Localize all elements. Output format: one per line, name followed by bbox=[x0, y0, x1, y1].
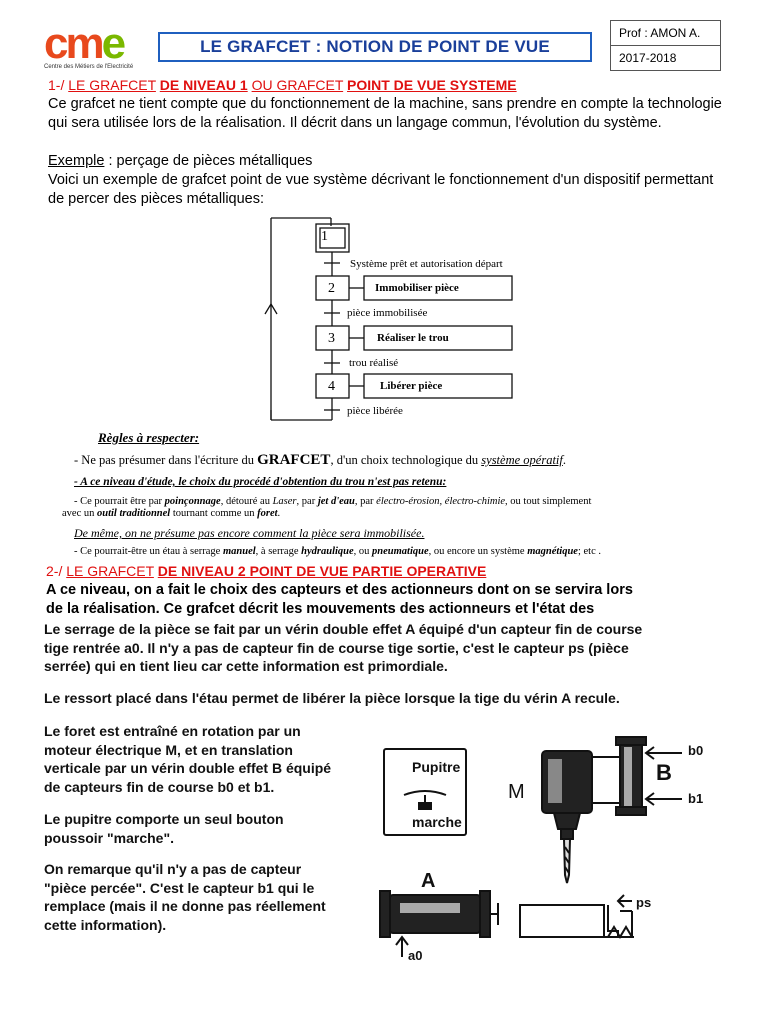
rule-3-line2-c: tournant comme un bbox=[170, 508, 258, 519]
rule-3-line2-d: foret bbox=[257, 508, 278, 519]
rule-3-line2-a: avec un bbox=[62, 508, 97, 519]
transition-3-label: trou réalisé bbox=[349, 357, 399, 369]
example-text: : perçage de pièces métalliques bbox=[104, 153, 313, 169]
page-title-box bbox=[158, 32, 592, 62]
rule-1-a: - Ne pas présumer dans l'écriture du bbox=[74, 453, 258, 467]
grafcet-diagram bbox=[40, 210, 740, 430]
rules-heading: Règles à respecter: bbox=[98, 430, 200, 445]
hand-p4-line2: poussoir "marche". bbox=[44, 829, 174, 846]
hand-p3-line1: Le foret est entraîné en rotation par un bbox=[44, 723, 301, 739]
rule-5-c: , à serrage bbox=[255, 546, 302, 557]
page-title: LE GRAFCET : NOTION DE POINT DE VUE bbox=[200, 37, 550, 56]
hand-p1-line2: tige rentrée a0. Il n'y a pas de capteur fin de course tige sortie, c'est le capteur ps (pièce bbox=[44, 639, 629, 656]
rule-5-e: , ou bbox=[353, 546, 373, 557]
transition-2-label: pièce immobilisée bbox=[347, 307, 428, 319]
rule-3-h: électro-érosion, électro-chimie bbox=[376, 496, 506, 507]
section1-paragraph: Ce grafcet ne tient compte que du fonctionnement de la machine, sans prendre en compte la technologie qui sera utilisée lors de la réalisation. Il décrit dans un langage commun, l'évolution du système. bbox=[48, 96, 722, 131]
section2-line2: de la réalisation. Ce grafcet décrit les mouvements des actionneurs et l'état des bbox=[46, 601, 595, 617]
example-label: Exemple bbox=[48, 153, 105, 169]
step-4-number: 4 bbox=[328, 379, 335, 394]
step-3-number: 3 bbox=[328, 331, 335, 346]
rule-5-b: manuel bbox=[222, 546, 256, 557]
section2-heading bbox=[46, 563, 486, 579]
marche-label: marche bbox=[412, 814, 462, 830]
rule-3-a: - Ce pourrait être par bbox=[74, 496, 165, 507]
rule-3-line2-b: outil traditionnel bbox=[96, 508, 171, 519]
rule-3-f: jet d'eau bbox=[317, 496, 355, 507]
rule-3-e: , par bbox=[296, 496, 318, 507]
sensor-b1-label: b1 bbox=[688, 791, 704, 806]
sensor-ps-label: ps bbox=[636, 895, 652, 910]
step-3-action: Réaliser le trou bbox=[377, 332, 449, 344]
hand-p3-line2: moteur électrique M, et en translation bbox=[44, 741, 293, 758]
hand-p5-line1: On remarque qu'il n'y a pas de capteur bbox=[44, 861, 302, 877]
sensor-b0-label: b0 bbox=[688, 743, 704, 758]
hand-paragraph-1 bbox=[44, 620, 724, 676]
rule-3-line2-e: . bbox=[277, 508, 281, 519]
prof-info-table bbox=[610, 20, 721, 71]
cylinder-a bbox=[390, 895, 480, 933]
pupitre-label: Pupitre bbox=[412, 759, 461, 775]
rule-2: - A ce niveau d'étude, le choix du procédé d'obtention du trou n'est pas retenu: bbox=[74, 476, 447, 488]
rule-1-e: . bbox=[562, 453, 566, 467]
step-4-action: Libérer pièce bbox=[380, 380, 443, 392]
motor-label: M bbox=[508, 781, 525, 803]
hand-p4-line1: Le pupitre comporte un seul bouton bbox=[44, 811, 284, 827]
cme-logo bbox=[44, 19, 154, 72]
step-2-action: Immobiliser pièce bbox=[375, 282, 459, 294]
rule-5-a: - Ce pourrait-être un étau à serrage bbox=[74, 546, 223, 557]
sensor-a0-label: a0 bbox=[408, 948, 423, 963]
rule-3-line2 bbox=[62, 508, 280, 519]
rule-5-f: pneumatique bbox=[372, 546, 429, 557]
section1-part3: OU GRAFCET bbox=[251, 77, 344, 93]
workpiece bbox=[520, 905, 604, 937]
step-2-number: 2 bbox=[328, 281, 335, 296]
section1-heading bbox=[48, 77, 517, 93]
rule-4: De même, on ne présume pas encore comment la pièce sera immobilisée. bbox=[74, 526, 425, 540]
section1-part2: DE NIVEAU 1 bbox=[159, 77, 248, 93]
hand-paragraph-4 bbox=[44, 810, 364, 847]
section1-part1: LE GRAFCET bbox=[68, 77, 156, 93]
logo-subtitle: Centre des Métiers de l'Electricité bbox=[44, 64, 134, 70]
logo-letters: cme bbox=[44, 19, 124, 68]
transition-4-label: pièce libérée bbox=[347, 405, 403, 417]
rule-3-g: , par bbox=[354, 496, 377, 507]
rule-5-i: ; etc . bbox=[577, 546, 601, 557]
rule-1-d: système opératif bbox=[481, 453, 563, 467]
cylinder-a-label: A bbox=[421, 870, 436, 892]
section1-num: 1-/ bbox=[48, 77, 65, 93]
example-line bbox=[48, 152, 312, 171]
school-year: 2017-2018 bbox=[611, 46, 721, 71]
section2-num: 2-/ bbox=[46, 563, 63, 579]
section2-line1: A ce niveau, on a fait le choix des capteurs et des actionneurs dont on se servira lors bbox=[46, 582, 633, 598]
hand-p3-line4: de capteurs fin de course b0 et b1. bbox=[44, 778, 275, 795]
hand-paragraph-2: Le ressort placé dans l'étau permet de libérer la pièce lorsque la tige du vérin A recule. bbox=[44, 690, 620, 706]
rule-1 bbox=[74, 452, 566, 469]
rule-3-line1 bbox=[74, 496, 591, 507]
section2-part2: DE NIVEAU 2 POINT DE VUE PARTIE OPERATIVE bbox=[157, 563, 487, 579]
rule-5-g: , ou encore un système bbox=[428, 546, 528, 557]
rule-3-c: , détouré au bbox=[220, 496, 273, 507]
transition-1-label: Système prêt et autorisation départ bbox=[350, 258, 503, 270]
cylinder-b-label: B bbox=[656, 760, 672, 785]
rule-3-d: Laser bbox=[272, 496, 297, 507]
rule-1-b: GRAFCET bbox=[257, 452, 331, 468]
section2-part1: LE GRAFCET bbox=[66, 563, 154, 579]
hand-p5-line4: cette information). bbox=[44, 916, 167, 933]
hand-p1-line1: Le serrage de la pièce se fait par un vérin double effet A équipé d'un capteur fin de course bbox=[44, 621, 643, 637]
rule-1-c: , d'un choix technologique du bbox=[330, 453, 482, 467]
rule-5 bbox=[74, 546, 601, 557]
hand-paragraph-3 bbox=[44, 722, 364, 796]
hand-p5-line3: remplace (mais il ne donne pas réellement bbox=[44, 898, 326, 914]
hand-paragraph-5 bbox=[44, 860, 364, 934]
rule-5-h: magnétique bbox=[527, 546, 578, 557]
section1-part4: POINT DE VUE SYSTEME bbox=[347, 77, 517, 93]
hand-p1-line3: serrée) qui en tient lieu car cette information est primordiale. bbox=[44, 658, 448, 674]
prof-name: Prof : AMON A. bbox=[611, 21, 721, 46]
rule-3-b: poinçonnage bbox=[164, 496, 221, 507]
step-1-number: 1 bbox=[321, 229, 328, 244]
rule-5-d: hydraulique bbox=[301, 546, 354, 557]
example-intro: Voici un exemple de grafcet point de vue système décrivant le fonctionnement d'un dispositif permettant de percer des pièces métalliques: bbox=[48, 172, 714, 207]
hand-p5-line2: "pièce percée". C'est le capteur b1 qui le bbox=[44, 879, 315, 896]
rule-3-i: , ou tout simplement bbox=[505, 496, 592, 507]
pupitre-button-curve bbox=[404, 791, 446, 795]
hand-p3-line3: verticale par un vérin double effet B équipé bbox=[44, 760, 332, 776]
